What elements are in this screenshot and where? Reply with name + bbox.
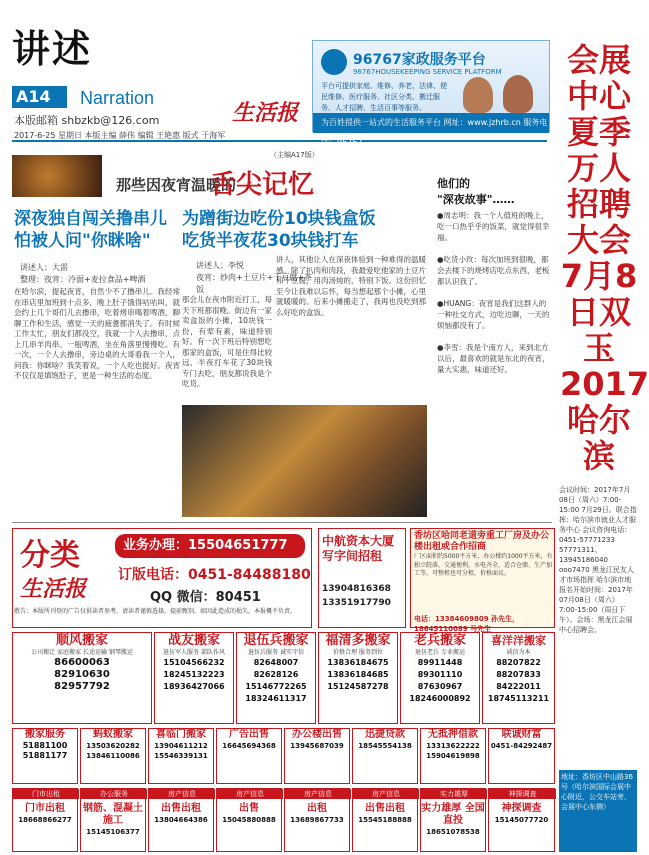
mover-title: 喜洋洋搬家 (491, 634, 546, 647)
ad-factory-rental-phone: 电话：13384609809 孙先生，18645110089 马先生 (414, 615, 520, 633)
quote-body: ●周志明：我一个人值班的晚上，吃一口热乎乎的饭菜，就觉得很幸福。 ●吃货小玫：每次加班到很晚，都会去楼下的烧烤店吃点东西，老板都认识我了。 ●HUANG：夜宵是我们这群人的一种社交方式，边吃边聊，一天的烦恼都没有了。 ●李雪：我是个南方人，来到北方以后，最喜欢的就是东北的夜宵，量大实惠，味道还好。 (437, 211, 550, 374)
ad-cell (80, 788, 146, 852)
mover-phone: 88207822 88207833 84222011 18745113211 (487, 658, 550, 703)
article1-byline: 讲述人：大雷 整理：夜宵：冷面+麦拉食品+啤酒 (20, 263, 146, 284)
ad-cell-phone: 51881100 51881177 (22, 741, 68, 760)
ad-cell-phone: 13313622222 15904619898 (426, 742, 480, 760)
ad-cell-title: 出租 (307, 803, 327, 814)
ad-classified-logo: 生活报 (20, 577, 87, 602)
ad-cell (216, 788, 282, 852)
ad-cell-tag: 神探调查 (489, 789, 556, 799)
ad-housekeeping-bottom: 为百姓提供一站式的生活服务平台 网址：www.jzhrb.cn 服务电话：96767 (313, 113, 549, 133)
ad-cell (12, 788, 78, 852)
article1-body: 在哈尔滨，提起夜宵，自然少不了撸串儿。我经常在串店里加班到十点多，晚上肚子饿得咕咕叫，就会约上几个哥们儿去撸串，吃着烤串喝着啤酒，聊聊工作和生活，感觉一天的疲惫都消失了。有时候工作太忙，朋友们都没空，我就一个人去撸串，点上几串羊肉串、一瓶啤酒，坐在角落里慢慢吃。有一次，一个人去撸串，旁边桌的大哥看我一个人，问我：你眯啥？我笑着说，一个人吃也挺好。夜宵不仅仅是填饱肚子，更是一种生活的态度。 (14, 287, 180, 380)
ad-cell (148, 728, 214, 784)
ad-cell-tag: 房产信息 (285, 789, 351, 799)
ad-row-services (12, 728, 555, 784)
ad-cell (352, 728, 418, 784)
ad-cell-tag: 房产信息 (217, 789, 283, 799)
ad-cell-phone: 15545188888 (358, 816, 412, 824)
ad-cell (216, 728, 282, 784)
ad-mover (400, 632, 480, 724)
mover-subtitle: 退伍军人服务 部队作风 (163, 649, 225, 656)
ad-housekeeping (312, 40, 550, 147)
ad-housekeeping-title: 96767家政服务平台 (353, 52, 486, 68)
article2-title: 为蹭街边吃份10块钱盒饭 吃货半夜花30块钱打车 (182, 209, 376, 251)
recruitment-headline: 会展中心夏季万人招聘大会7月8日双玉2017哈尔滨 (560, 41, 649, 475)
mover-subtitle: 诚信为本 (506, 649, 531, 656)
ad-cell-phone: 13503620282 13846110086 (86, 742, 140, 760)
ad-cell-phone: 15145106377 (86, 828, 140, 836)
mover-title: 退伍兵搬家 (243, 633, 309, 648)
ad-mover (318, 632, 398, 724)
mover-phone: 82648007 82628126 15146772265 18324611317 (245, 658, 307, 703)
ad-cell (148, 788, 214, 852)
mover-phone: 15104566232 18245132223 18936427066 (163, 658, 225, 691)
ad-cell-title: 蚂蚁搬家 (93, 729, 133, 740)
mover-subtitle: 公司搬迁 家庭搬家 长途运输 钢琴搬运 (31, 649, 133, 656)
ad-cell-tag: 房产信息 (353, 789, 419, 799)
article1-title: 深夜独自闯关撸串儿 怕被人问"你眯啥" (14, 209, 167, 251)
ad-cell (420, 788, 486, 852)
ad-cell-title: 出售出租 (365, 803, 405, 814)
ad-cell (284, 728, 350, 784)
ad-cell-phone: 15145077720 (494, 816, 549, 824)
housekeeping-logo-icon (321, 49, 347, 75)
mover-title: 顺风搬家 (55, 633, 108, 648)
ad-cell-title: 神探调查 (501, 803, 542, 814)
recruitment-body: 会议时间：2017年7月08日（周六）7:00-15:00 7月29日。联合指挥：哈尔滨市就业人才服务中心 会议咨询电话：0451-57771233 57771311、13945186040 ooo7470 黑龙江民友人才市场指挥 哈尔滨市地 报名开始时间：2017年07月08日（周六）7:00-15:00（周日下午）。会场：黑龙江会展中心招聘会。 (559, 486, 637, 634)
food-stall-photo (182, 405, 427, 517)
ad-cell-title: 无抵押借款 (428, 729, 478, 740)
ad-cell-phone: 16645694368 (222, 742, 276, 750)
ad-cell (80, 728, 146, 784)
ad-mover (236, 632, 316, 724)
ad-cell-title: 实力雄厚 全国直投 (421, 803, 485, 826)
bbq-photo (12, 155, 102, 197)
article2-body: 那会儿在夜市附近打工，每天下班都很晚。街边有一家卖盒饭的小摊，10块钱一份，有荤有素，味道特别好。有一次下班后特别想吃那家的盒饭，可是住得比较远，半夜打车花了30块钱专门去吃，朋友都说我是个吃货。 (182, 295, 272, 388)
ad-cell-title: 钢筋、混凝土施工 (83, 803, 143, 826)
feature-byline: （主编A17版） (270, 151, 319, 159)
ad-cell (352, 788, 418, 852)
ad-cell-title: 门市出租 (25, 803, 65, 814)
ad-cell-title: 联诚财富 (501, 729, 542, 740)
ad-cell-title: 迅捷贷款 (365, 729, 405, 740)
feature-title-highlight: 舌尖记忆 (210, 170, 315, 200)
header-rule (12, 140, 547, 142)
ad-cell-phone: 13904611212 15546339131 (154, 742, 208, 760)
ad-cell-phone: 13945687039 (290, 742, 344, 750)
ad-cell-title: 办公楼出售 (292, 729, 342, 740)
mover-subtitle: 退伍兵服务 诚实守信 (248, 649, 304, 656)
mover-subtitle: 退伍老兵 专业搬运 (415, 649, 465, 656)
ad-classified-qq: QQ 微信：80451 (150, 590, 261, 605)
ad-row-classifieds (12, 788, 555, 852)
ad-cell-tag: 办公服务 (81, 789, 147, 799)
mover-title: 福清多搬家 (325, 633, 391, 648)
ad-cell-tag: 门市出租 (13, 789, 79, 799)
article2-byline: 讲述人：李悦 夜宵：炒肉+土豆片+干豆腐+茶饭 (196, 261, 313, 294)
ad-housekeeping-subtitle: 96767HOUSEKEEPING SERVICE PLATFORM (353, 68, 502, 76)
ad-cell-phone: 18545554138 (358, 742, 412, 750)
ad-classified-notice: 敬告：本版所刊登的广告仅供读者参考，请读者谨慎选择，提前甄别。如因此造成的损失，本报概不负责。 (14, 608, 297, 615)
recruitment-note: 地址：香坊区中山路36号（哈尔滨国际会展中心附近，公交车站旁，会展中心东侧） (559, 770, 637, 852)
section-email: 本版邮箱 shbzkb@126.com (14, 114, 160, 127)
ad-mover (12, 632, 152, 724)
ad-cell-title: 出售出租 (161, 803, 201, 814)
article2-body-continued: 讲人，其他让人在深夜体验到一种难得的温暖感。除了扒肉和肉段，我最爱吃他家的土豆片和干豆腐，用肉汤炖的，特别下饭。这份回忆至今让我难以忘怀，每当想起那个小摊，心里就暖暖的。后来小摊搬走了，我再也没吃到那么好吃的盒饭。 (276, 255, 426, 317)
ad-cell-tag: 房产信息 (149, 789, 215, 799)
ad-factory-rental-title: 香坊区哈同老道旁重工厂房及办公楼出租或合作招商 (414, 531, 550, 552)
page-number: A14 (12, 86, 67, 108)
ad-classified-title: 分类 (20, 538, 80, 573)
ad-office-rental-phone: 13904816368 13351917790 (322, 584, 391, 608)
ads-divider (12, 522, 552, 523)
mover-phone: 86600063 82910630 82957792 (54, 657, 110, 692)
ad-cell-phone: 18668866277 (18, 816, 72, 824)
ad-classified-phone: 订版电话：0451-84488180 (118, 567, 311, 583)
ad-cell-title: 广告出售 (229, 729, 269, 740)
ad-cell-title: 喜临门搬家 (156, 729, 206, 740)
ad-cell-tag: 实力雄厚 (421, 789, 487, 799)
ad-cell (12, 728, 78, 784)
mover-title: 战友搬家 (167, 633, 220, 648)
mover-phone: 13836184675 13836184685 15124587278 (327, 658, 389, 691)
mover-title: 老兵搬家 (413, 633, 466, 648)
ad-cell (420, 728, 486, 784)
ad-cell (488, 788, 555, 852)
ad-cell-phone: 15045880888 (222, 816, 276, 824)
mover-subtitle: 价格合理 服务到位 (333, 649, 383, 656)
ad-cell-phone: 13689867733 (290, 816, 344, 824)
ad-classified-hotline: 业务办理：15504651777 (115, 534, 305, 558)
ad-mover (482, 632, 555, 724)
ad-housekeeping-text: 平台可提供家庭、维修、养老、法律、便民维修、医疗服务、社区分类、搬迁服务、人才招聘、生活百事等服务。 (321, 82, 447, 112)
person-image (503, 75, 533, 113)
ad-cell-phone: 18651078538 (426, 828, 480, 836)
person-image (463, 77, 493, 113)
quote-title: 他们的 "深夜故事"…… (437, 177, 515, 206)
date-line: 2017-6-25 星期日 本版主编 薛伟 编辑 王艳惠 版式 于海军 (14, 131, 226, 140)
ad-cell (488, 728, 555, 784)
ad-cell-phone: 0451-84292487 (490, 742, 553, 750)
mover-phone: 89911448 89301110 87630967 18246000892 (409, 658, 471, 703)
ad-mover (154, 632, 234, 724)
ad-factory-rental-body: 厂区面积约5000平方米，办公楼约1000平方米，有独立院落，交通便利，水电齐全，适合仓储、生产加工等。可整租也可分租，价格面议。 (414, 553, 553, 577)
ad-office-rental-title: 中航资本大厦写字间招租 (322, 534, 395, 563)
section-english: Narration (80, 88, 155, 108)
ad-cell-title: 搬家服务 (25, 729, 65, 740)
ad-cell-title: 出售 (239, 803, 259, 814)
paper-logo: 生活报 (232, 101, 299, 126)
section-title: 讲述 (12, 27, 93, 71)
ad-cell (284, 788, 350, 852)
ad-cell-phone: 13804664386 (154, 816, 208, 824)
feature-title: 那些因夜宵温暖的 (116, 176, 237, 194)
